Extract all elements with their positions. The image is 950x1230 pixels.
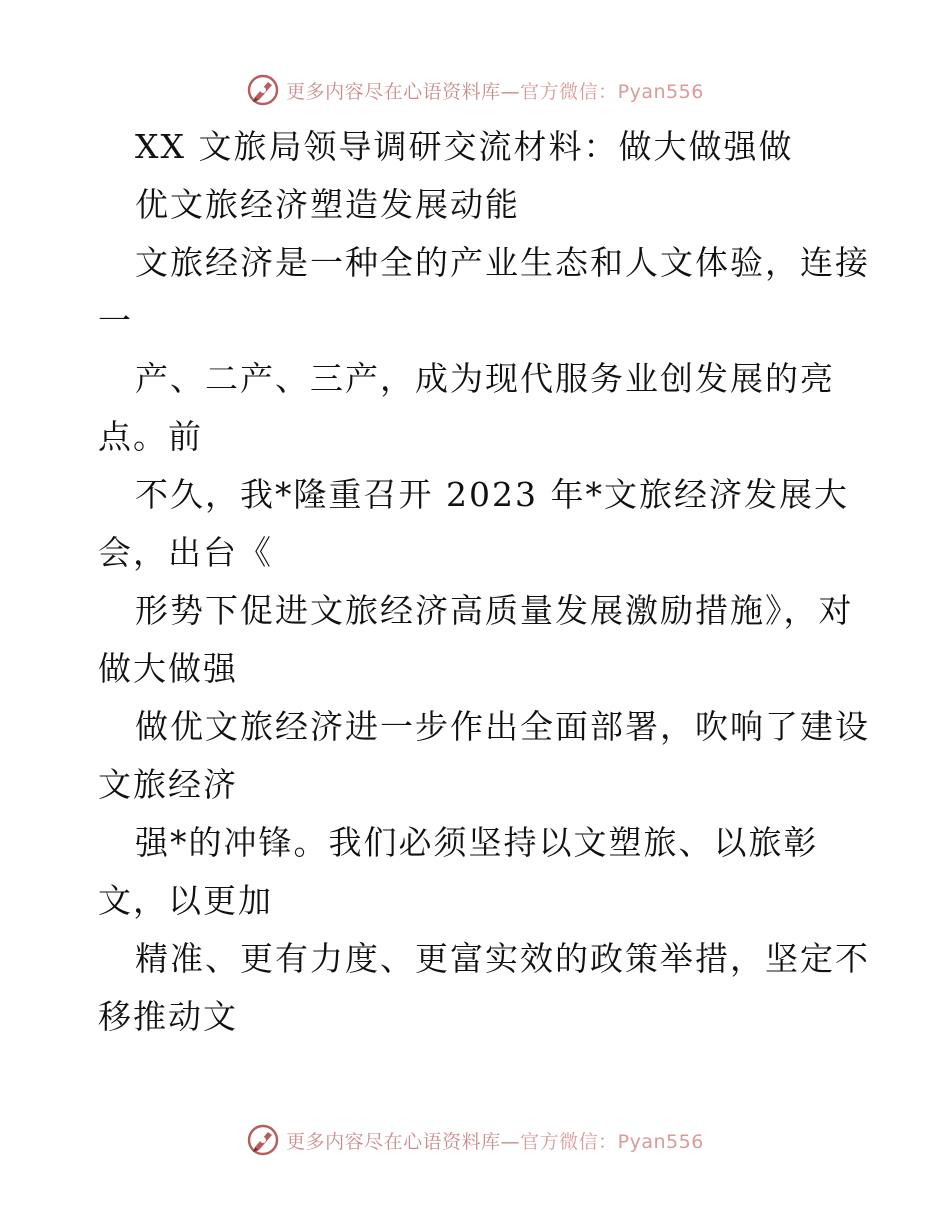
watermark-group: [246, 1123, 704, 1157]
header-watermark: [0, 70, 950, 110]
document-body: [98, 118, 870, 1046]
paragraph-line: 一: [98, 301, 133, 340]
paragraph-line: 做优文旅经济进一步作出全面部署，吹响了建设: [135, 707, 870, 746]
paragraph-line: 文旅经济是一种全的产业生态和人文体验，连接: [135, 243, 870, 282]
footer-watermark: [0, 1120, 950, 1160]
pen-logo-icon: [246, 73, 280, 107]
watermark-text: [286, 77, 704, 104]
title-line-2: 优文旅经济塑造发展动能: [135, 185, 520, 224]
paragraph-line: 强*的冲锋。我们必须坚持以文塑旅、以旅彰: [135, 823, 819, 862]
watermark-separator: —: [500, 1130, 521, 1153]
paragraph-line: 形势下促进文旅经济高质量发展激励措施》，对: [135, 591, 854, 630]
paragraph-line: 文，以更加: [98, 881, 273, 920]
watermark-site: 更多内容尽在心语资料库: [286, 1130, 501, 1153]
watermark-wechat: 官方微信：Pyan556: [520, 1130, 704, 1153]
paragraph-line: 会，出台《: [98, 533, 273, 572]
paragraph-line: 文旅经济: [98, 765, 238, 804]
paragraph-line: 做大做强: [98, 649, 238, 688]
title-line-1: XX 文旅局领导调研交流材料：做大做强做: [135, 127, 794, 166]
paragraph-line: 产、二产、三产，成为现代服务业创发展的亮: [135, 359, 835, 398]
watermark-text: [286, 1127, 704, 1154]
watermark-group: [246, 73, 704, 107]
watermark-site: 更多内容尽在心语资料库: [286, 80, 501, 103]
paragraph-line: 点。前: [98, 417, 203, 456]
paragraph-line: 移推动文: [98, 997, 238, 1036]
pen-logo-icon: [246, 1123, 280, 1157]
watermark-wechat: 官方微信：Pyan556: [520, 80, 704, 103]
paragraph-line: 不久，我*隆重召开 2023 年*文旅经济发展大: [135, 475, 849, 514]
watermark-separator: —: [500, 80, 521, 103]
paragraph-line: 精准、更有力度、更富实效的政策举措，坚定不: [135, 939, 870, 978]
